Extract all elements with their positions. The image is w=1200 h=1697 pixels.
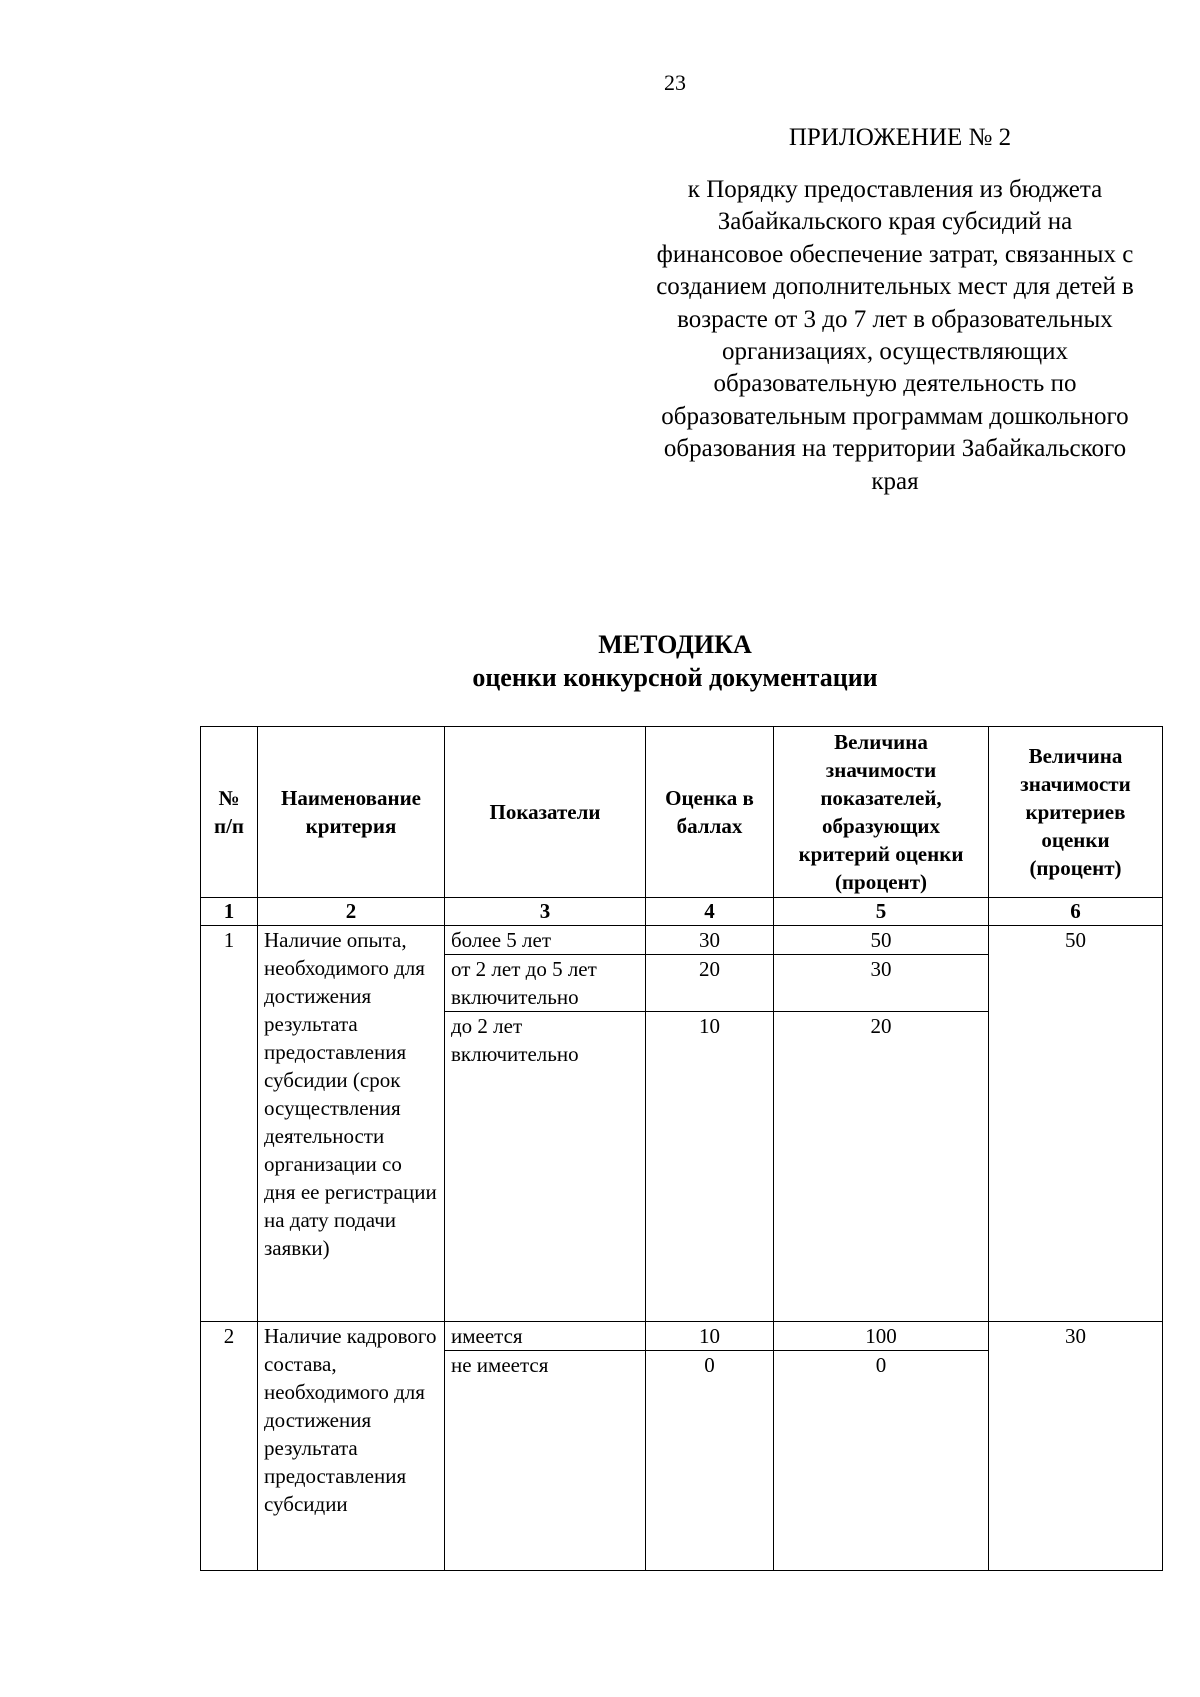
appendix-line: Забайкальского края субсидий на bbox=[717, 208, 1073, 236]
criterion-number: 1 bbox=[201, 926, 258, 1322]
header-cell: Наименование критерия bbox=[258, 727, 445, 898]
indicator-significance: 30 bbox=[774, 955, 989, 1012]
criterion-weight: 50 bbox=[989, 926, 1163, 1322]
indicator-significance: 20 bbox=[774, 1012, 989, 1322]
appendix-title: ПРИЛОЖЕНИЕ № 2 bbox=[788, 124, 1012, 151]
indicator-score: 20 bbox=[646, 955, 774, 1012]
appendix-line: организациях, осуществляющих bbox=[722, 338, 1068, 366]
indicator-label: от 2 лет до 5 лет включительно bbox=[445, 955, 646, 1012]
indicator-significance: 50 bbox=[774, 926, 989, 955]
column-number: 2 bbox=[258, 898, 445, 926]
header-cell: Показатели bbox=[445, 727, 646, 898]
column-number: 3 bbox=[445, 898, 646, 926]
column-number: 1 bbox=[201, 898, 258, 926]
page-number: 23 bbox=[664, 70, 686, 95]
table-header-row bbox=[201, 727, 1163, 898]
indicator-label: до 2 лет включительно bbox=[445, 1012, 646, 1322]
table-row bbox=[201, 926, 1163, 955]
criterion-name: Наличие опыта, необходимого для достижения результата предоставления субсидии (срок осуществления деятельности организации со дня ее регистрации на дату подачи заявки) bbox=[258, 926, 445, 1322]
criterion-weight: 30 bbox=[989, 1322, 1163, 1571]
document-title: МЕТОДИКА bbox=[598, 630, 752, 659]
appendix-line: финансовое обеспечение затрат, связанных с bbox=[656, 240, 1134, 268]
appendix-line: образования на территории Забайкальского bbox=[663, 435, 1127, 463]
indicator-significance: 100 bbox=[774, 1322, 989, 1351]
appendix-line: возрасте от 3 до 7 лет в образовательных bbox=[677, 305, 1113, 333]
header-cell: Величина значимости критериев оценки (процент) bbox=[989, 727, 1163, 898]
column-number-row bbox=[201, 898, 1163, 926]
appendix-line: образовательную деятельность по bbox=[713, 370, 1077, 398]
appendix-line: созданием дополнительных мест для детей в bbox=[656, 273, 1134, 301]
indicator-label: не имеется bbox=[445, 1351, 646, 1571]
table-row bbox=[201, 1322, 1163, 1351]
indicator-score: 10 bbox=[646, 1012, 774, 1322]
appendix-line: к Порядку предоставления из бюджета bbox=[687, 176, 1103, 203]
header-cell: Величина значимости показателей, образующих критерий оценки (процент) bbox=[774, 727, 989, 898]
appendix-text bbox=[600, 174, 1190, 498]
indicator-label: более 5 лет bbox=[445, 926, 646, 955]
column-number: 4 bbox=[646, 898, 774, 926]
header-cell: № п/п bbox=[201, 727, 258, 898]
appendix-line: образовательным программам дошкольного bbox=[661, 402, 1129, 430]
indicator-significance: 0 bbox=[774, 1351, 989, 1571]
criterion-name: Наличие кадрового состава, необходимого для достижения результата предоставления субсидии bbox=[258, 1322, 445, 1571]
criterion-number: 2 bbox=[201, 1322, 258, 1571]
indicator-score: 30 bbox=[646, 926, 774, 955]
indicator-label: имеется bbox=[445, 1322, 646, 1351]
indicator-score: 10 bbox=[646, 1322, 774, 1351]
criteria-table bbox=[200, 726, 1163, 1571]
column-number: 6 bbox=[989, 898, 1163, 926]
header-cell: Оценка в баллах bbox=[646, 727, 774, 898]
document-subtitle: оценки конкурсной документации bbox=[472, 663, 878, 692]
column-number: 5 bbox=[774, 898, 989, 926]
appendix-line: края bbox=[871, 467, 919, 495]
indicator-score: 0 bbox=[646, 1351, 774, 1571]
